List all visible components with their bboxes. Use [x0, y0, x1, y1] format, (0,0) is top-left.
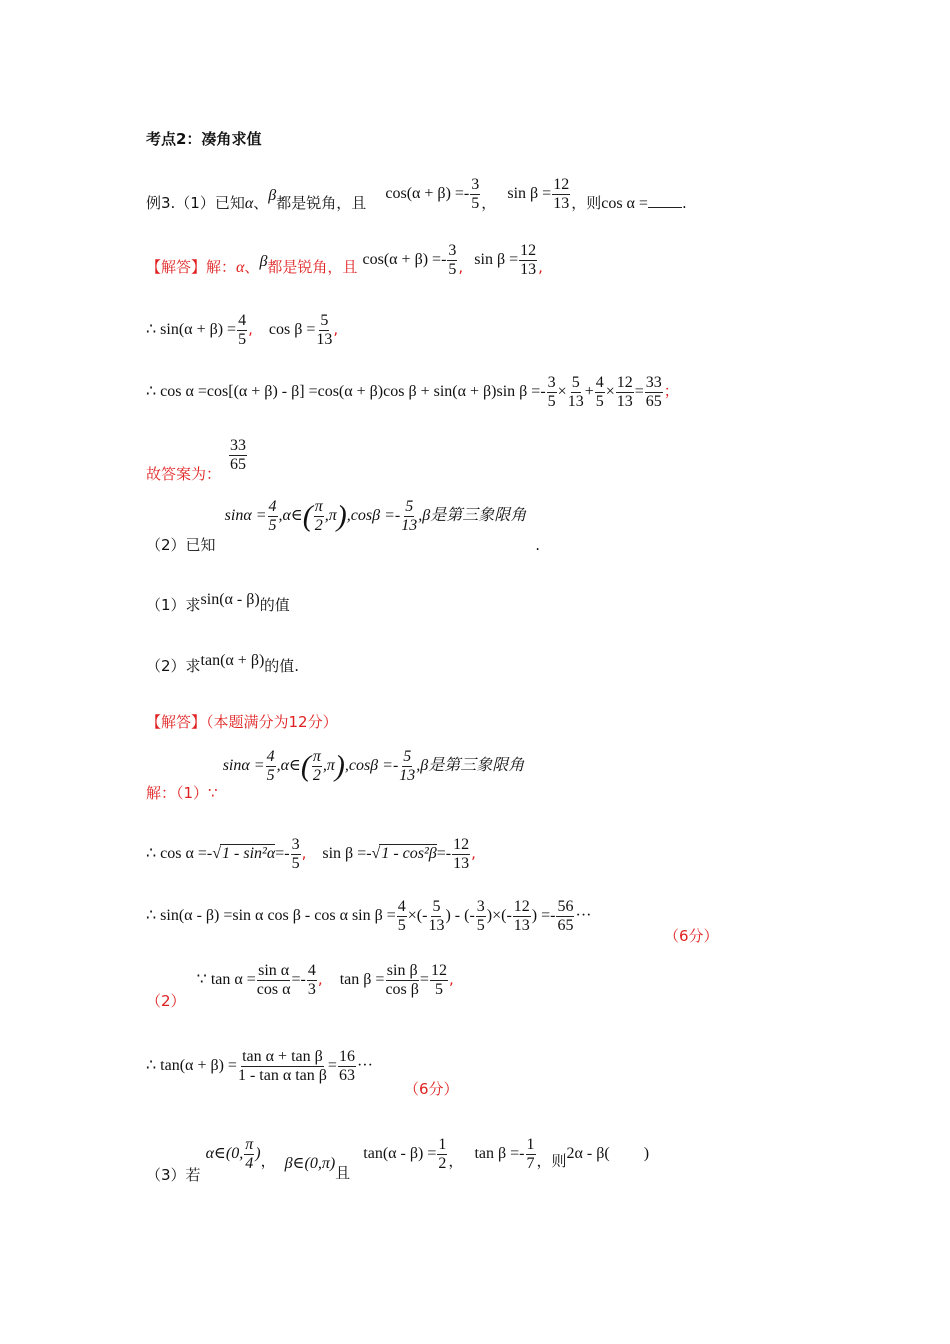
- solution-label: （2）: [146, 991, 186, 1010]
- tan-sum-lhs: ∴ tan(α + β) =: [146, 1056, 237, 1074]
- radicand: 1 - cos²β: [381, 844, 437, 862]
- answer-2-line-cos-alpha: ∴ cos α =-√1 - sin²α=- $\frac{3}{5}$ , sin β =-√1 - cos²β=- $\frac{12}{13}$ ,: [146, 836, 476, 872]
- comma: ，: [448, 1151, 464, 1170]
- alpha-symbol: α: [236, 258, 245, 276]
- cos-alpha-expansion: ∴ cos α =cos[(α + β) - β] =cos(α + β)cos β + sin(α + β)sin β =-: [146, 382, 546, 400]
- cos-alpha-lhs: ∴ cos α =-: [146, 844, 213, 862]
- example-prefix: （3）若: [146, 1165, 201, 1184]
- question-suffix: 的值.: [264, 657, 300, 675]
- separator: 、: [244, 257, 260, 276]
- alpha-range: α∈(0, $\frac{\pi}{4}$ ): [205, 1136, 261, 1172]
- comma: ，: [260, 1151, 276, 1170]
- comma: ，: [481, 193, 497, 212]
- score-note: （6分）: [404, 1080, 459, 1098]
- tan-alpha-expr: ∵ tan α = $\frac{\text{sin α}}{\text{cos α}}$ =- $\frac{4}{3}$: [196, 962, 316, 998]
- sin-beta-lhs: sin β =-: [322, 844, 372, 862]
- answer-1-line-1: [146, 242, 543, 286]
- given-sin-beta: sin β = $\frac{12}{13}$: [507, 176, 570, 212]
- question-prefix: （1）求: [146, 596, 201, 614]
- comma: ,: [248, 319, 253, 338]
- question-suffix: 的值: [259, 596, 290, 614]
- comma: ,: [333, 319, 339, 338]
- sin-diff-expansion: ∴ sin(α - β) =sin α cos β - cos α sin β =: [146, 906, 396, 924]
- question-expr: 2α - β(: [566, 1144, 610, 1162]
- cos-sum-given: cos(α + β) =- $\frac{3}{5}$: [362, 242, 457, 278]
- and-text: 且: [335, 1163, 351, 1182]
- period: .: [681, 193, 687, 212]
- beta-symbol: β: [268, 186, 277, 204]
- then-text: ，则: [536, 1151, 567, 1170]
- close-paren: ): [643, 1144, 650, 1162]
- question-1: [146, 588, 290, 614]
- comma: ,: [317, 969, 323, 988]
- section-heading: 考点2：凑角求值: [146, 130, 262, 148]
- comma: ,: [448, 969, 454, 988]
- comma: ,: [471, 843, 476, 862]
- question-prefix: （2）求: [146, 657, 201, 675]
- example-prefix: 例3.（1）已知: [146, 193, 245, 212]
- result-fraction: $\frac{16}{63}$: [338, 1048, 355, 1084]
- question-2: [146, 649, 300, 675]
- alpha-symbol: α: [244, 194, 254, 212]
- fraction: $\frac{4}{5}$: [238, 312, 247, 348]
- answer-blank: [648, 193, 682, 208]
- question-expr: cos α =: [601, 194, 648, 212]
- example-3-part-3: [146, 1136, 650, 1184]
- semicolon: ；: [663, 381, 679, 400]
- condition-text: 都是锐角，且: [267, 257, 358, 276]
- answer-1-line-3: ∴ cos α =cos[(α + β) - β] =cos(α + β)cos β + sin(α + β)sin β =- $\frac{3}{5}$ × $\frac{5}{13}$ + $\frac{4}{5}$ × $\frac{12}{13}$ = $\frac{33}{65}$ ；: [146, 374, 679, 410]
- example-prefix: （2）已知: [146, 535, 216, 554]
- answer-label: 【解答】解：: [146, 257, 237, 276]
- given-expr: sinα = $\frac{4}{5}$ ,α∈( $\frac{\pi}{2}$ ,π),cosβ =- $\frac{5}{13}$ ,β是第三象限角: [222, 748, 525, 784]
- answer-2-given: [146, 748, 525, 802]
- sin-sum-expr: ∴ sin(α + β) =: [146, 320, 237, 338]
- example-3-part-1: [146, 176, 687, 222]
- example-3-part-2: [146, 498, 541, 554]
- sin-beta-given: sin β = $\frac{12}{13}$: [474, 242, 537, 278]
- final-answer-fraction: $\frac{33}{65}$: [230, 437, 246, 473]
- final-answer-label: 故答案为：: [146, 465, 222, 483]
- answer-1-line-2: [146, 312, 338, 348]
- fraction: $\frac{5}{13}$: [316, 312, 333, 348]
- cos-beta-expr: cos β =: [268, 320, 316, 338]
- result-fraction: $\frac{56}{65}$: [557, 898, 574, 934]
- beta-range: β∈(0,π): [284, 1154, 336, 1172]
- separator: 、: [253, 193, 269, 212]
- period: .: [535, 535, 541, 554]
- solution-label: 解：（1）∵: [146, 783, 218, 802]
- tan-beta-given: tan β =- $\frac{1}{7}$: [474, 1136, 535, 1172]
- answer-2-part-2: [146, 962, 454, 1010]
- radicand: 1 - sin²α: [222, 844, 276, 862]
- given-expr: sinα = $\frac{4}{5}$ ,α∈( $\frac{\pi}{2}$ ,π),cosβ =- $\frac{5}{13}$ ,β是第三象限角: [224, 498, 527, 534]
- question-expr: tan(α + β): [200, 652, 265, 669]
- score-note: （6分）: [664, 927, 719, 945]
- condition-text: 都是锐角，且: [276, 193, 367, 212]
- answer-2-line-sin-diff: ∴ sin(α - β) =sin α cos β - cos α sin β = $\frac{4}{5}$ ×(- $\frac{5}{13}$ ) - (- $\frac{3}{5}$ )×(- $\frac{12}{13}$ ) =- $\frac{56}{65}$ ···: [146, 898, 592, 934]
- comma: ,: [301, 843, 307, 862]
- result-fraction: $\frac{33}{65}$: [645, 374, 662, 410]
- then-text: ，则: [571, 193, 602, 212]
- beta-symbol: β: [259, 252, 268, 270]
- given-cos-sum: cos(α + β) =- $\frac{3}{5}$: [385, 176, 480, 212]
- question-expr: sin(α - β): [200, 591, 260, 608]
- tan-diff-given: tan(α - β) = $\frac{1}{2}$: [363, 1136, 447, 1172]
- answer-2-line-tan-sum: ∴ tan(α + β) = $\frac{\text{tan α + tan β}}{\text{1 - tan α tan β}}$ = $\frac{16}{63}$ ···: [146, 1048, 373, 1084]
- comma: ,: [458, 257, 464, 276]
- answer-2-label: 【解答】（本题满分为12分）: [146, 713, 338, 731]
- tan-beta-expr: tan β = $\frac{\text{sin β}}{\text{cos β}}$ = $\frac{12}{5}$: [339, 962, 447, 998]
- comma: ,: [538, 257, 543, 276]
